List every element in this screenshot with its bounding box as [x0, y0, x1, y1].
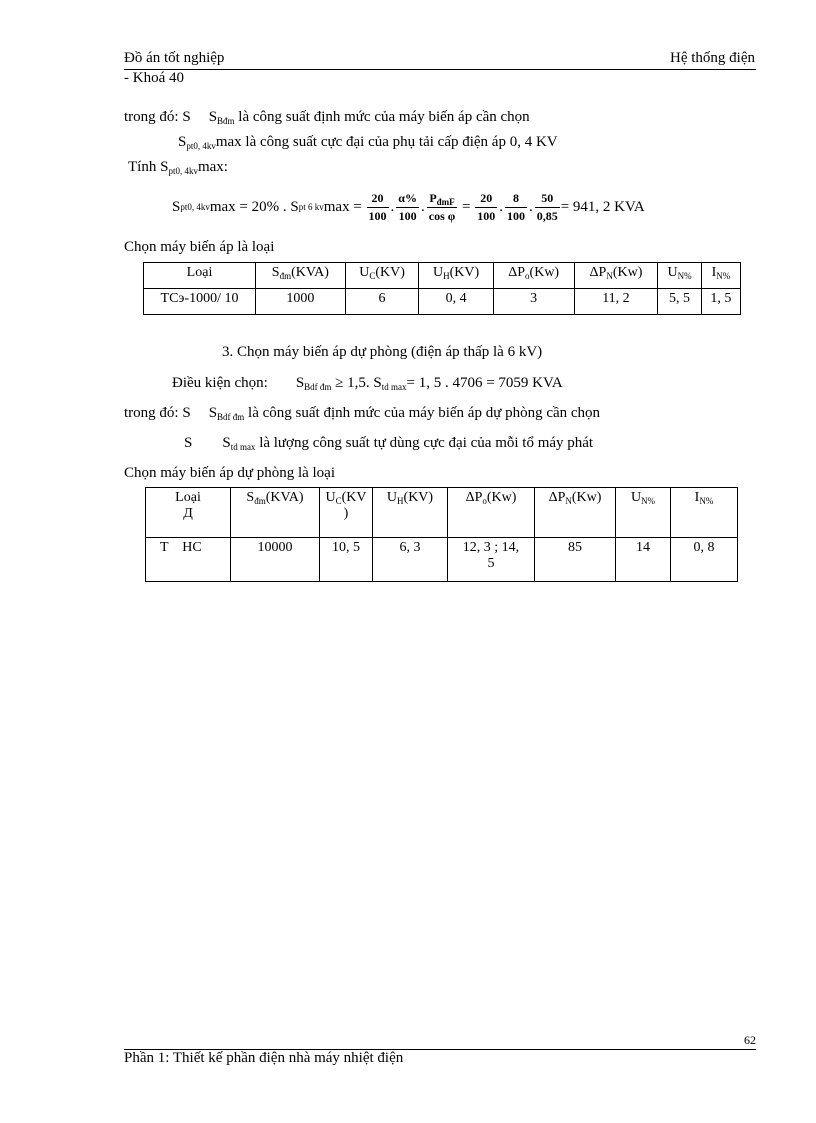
- fraction-5: $\frac{8}{100}$: [506, 190, 525, 223]
- section-title: 3. Chọn máy biến áp dự phòng (điện áp thấp là 6 kV): [222, 344, 543, 360]
- col-po: $\Delta P_o(Kw)$: [448, 488, 535, 538]
- col-loai: Loại: [144, 263, 256, 289]
- header-left: Đồ án tốt nghiệp: [124, 50, 225, 66]
- col-uc: $U_C(KV$ ): [320, 488, 373, 538]
- formula-load-power: S pt0, 4kv max = 20% . S pt 6 kv max = $\frac{20}{100}$ . $\frac{\alpha\%}{100}$ . $\frac{P_{đmF}}{\text{cos φ}}$ = $\frac{20}{100}$ . $\frac{8}{100}$ . $\frac{50}{0,85}$ = 941, 2 KVA: [172, 190, 645, 223]
- header-rule: [124, 69, 756, 70]
- col-po: $\Delta P_o(Kw)$: [493, 263, 574, 289]
- col-uh: $U_H(KV)$: [419, 263, 493, 289]
- col-sdm: $S_{đm}(KVA)$: [256, 263, 346, 289]
- calc-label: Tính $S_{pt0, 4kv}\max$:: [128, 159, 228, 176]
- fraction-4: $\frac{20}{100}$: [477, 190, 496, 223]
- where-line-3: trong đó: S $S_{Bdf đm}$ là công suất định mức của máy biến áp dự phòng cần chọn: [124, 405, 601, 422]
- fraction-3: $\frac{P_{đmF}}{\text{cos φ}}$: [428, 190, 456, 223]
- table2-caption: Chọn máy biến áp dự phòng là loại: [124, 465, 336, 481]
- col-un: $U_{N\%}$: [616, 488, 671, 538]
- col-pn: $\Delta P_N(Kw)$: [574, 263, 658, 289]
- where-line-2: $S_{pt0, 4kv}\max$ là công suất cực đại của phụ tải cấp điện áp 0, 4 KV: [178, 134, 558, 151]
- fraction-6: $\frac{50}{0,85}$: [536, 190, 558, 223]
- col-uh: $U_H(KV)$: [373, 488, 448, 538]
- fraction-1: $\frac{20}{100}$: [368, 190, 387, 223]
- col-un: $U_{N\%}$: [658, 263, 702, 289]
- col-in: $I_{N\%}$: [671, 488, 738, 538]
- page-number: 62: [744, 1033, 756, 1047]
- transformer-table: [143, 262, 741, 315]
- selection-condition: Điều kiện chọn: $S_{Bdf đm} \ge 1,5$. $S_{td max}= 1$, 5 . 4706 = 7059 KVA: [172, 375, 563, 392]
- col-pn: $\Delta P_N(Kw)$: [535, 488, 616, 538]
- footer-text: Phần 1: Thiết kế phần điện nhà máy nhiệt điện: [124, 1050, 404, 1066]
- table-header-row: [146, 488, 738, 538]
- table-row: TCэ-1000/ 10 1000 6 0, 4 3 11, 2 5, 5 1, 5: [144, 289, 741, 315]
- header-course: - Khoá 40: [124, 70, 184, 86]
- col-uc: $U_C(KV)$: [345, 263, 419, 289]
- table1-caption: Chọn máy biến áp là loại: [124, 239, 275, 255]
- fraction-2: $\frac{\alpha\%}{100}$: [398, 190, 417, 223]
- where-line-1: trong đó: S $S_{Bđm}$ là công suất định mức của máy biến áp cần chọn: [124, 109, 530, 126]
- table-header-row: [144, 263, 741, 289]
- col-sdm: $S_{đm}(KVA)$: [231, 488, 320, 538]
- where-line-4: S $S_{td max}$ là lượng công suất tự dùng cực đại của mỗi tổ máy phát: [184, 435, 594, 452]
- table-row: T HC 10000 10, 5 6, 3 12, 3 ; 14, 5 85 14 0, 8: [146, 538, 738, 582]
- col-in: $I_{N\%}$: [701, 263, 740, 289]
- header-right: Hệ thống điện: [670, 50, 755, 66]
- backup-transformer-table: [145, 487, 738, 582]
- col-loai: Loại Д: [146, 488, 231, 538]
